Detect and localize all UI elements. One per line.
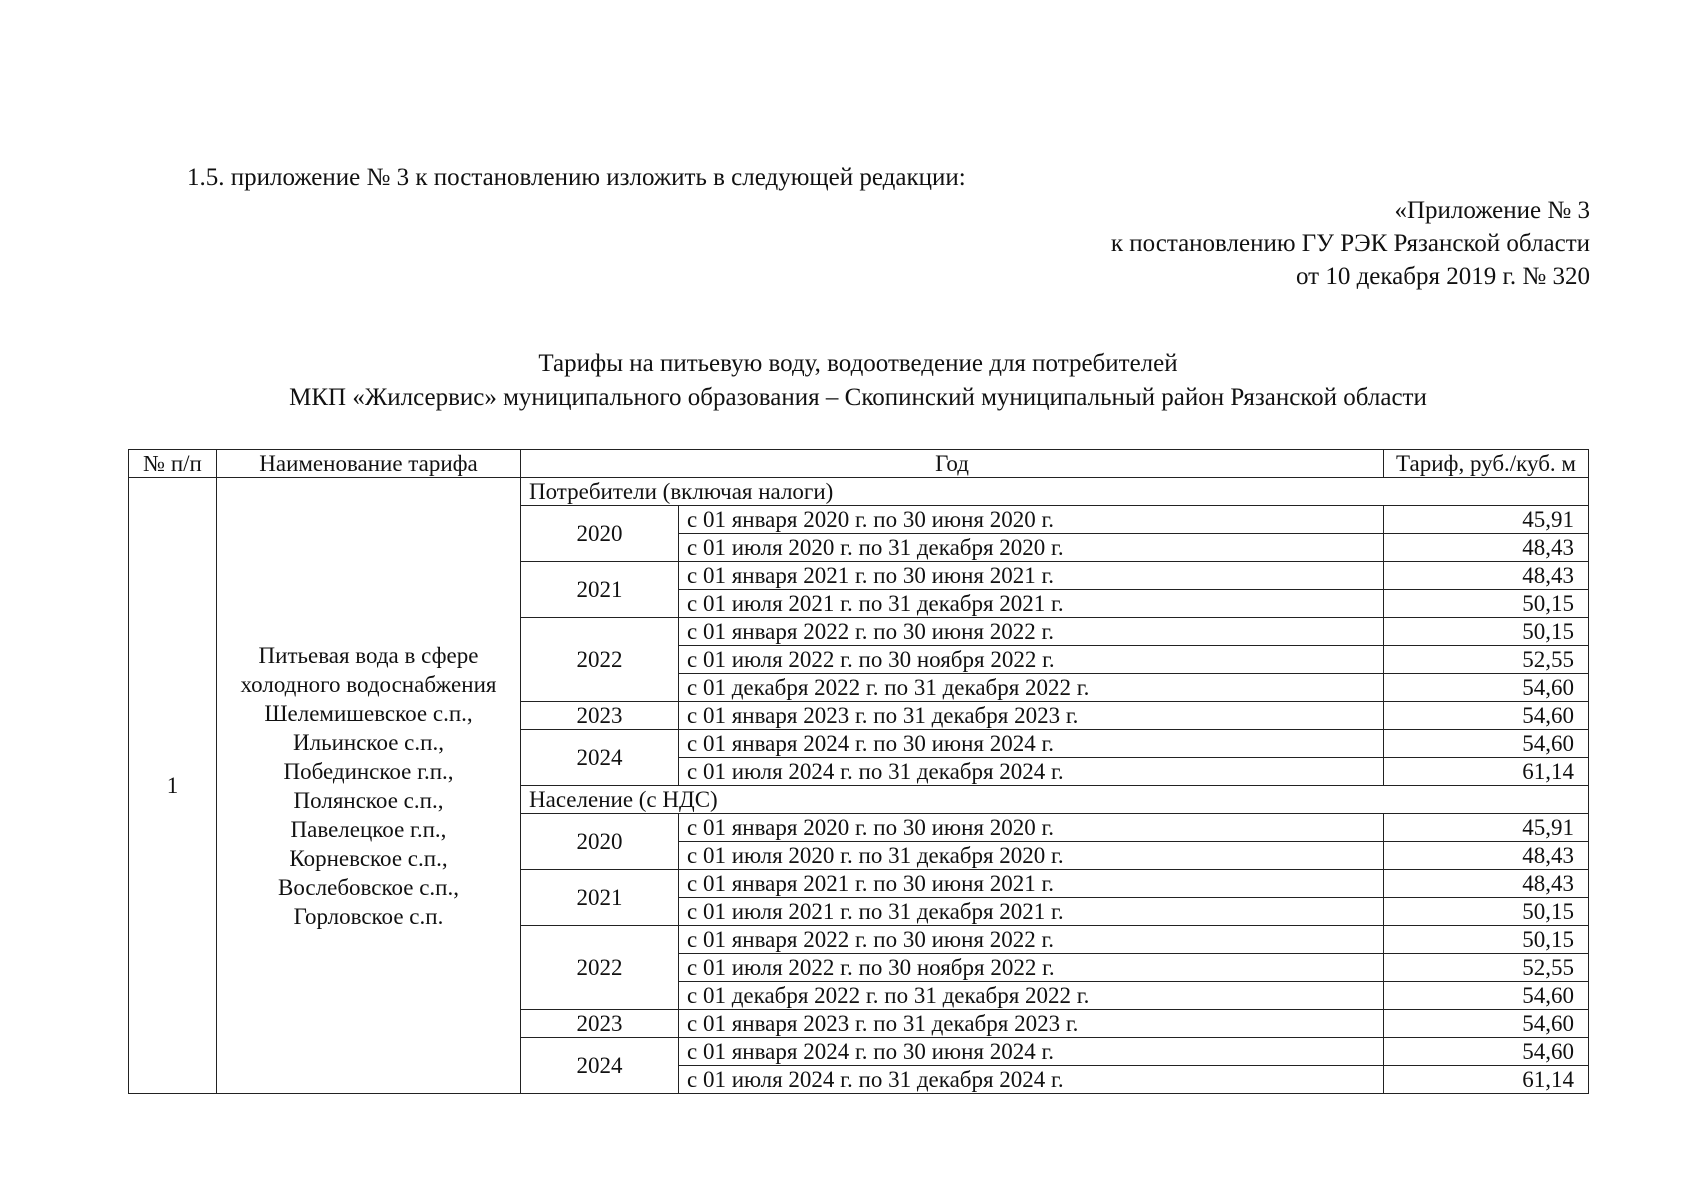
tariff-value-cell: 45,91: [1384, 506, 1589, 534]
header-tariff: Тариф, руб./куб. м: [1384, 450, 1589, 478]
period-cell: с 01 января 2020 г. по 30 июня 2020 г.: [679, 814, 1384, 842]
tariff-name-line: Ильинское с.п.,: [293, 729, 444, 755]
period-cell: с 01 января 2024 г. по 30 июня 2024 г.: [679, 730, 1384, 758]
year-cell: 2024: [521, 730, 679, 786]
tariff-value-cell: 50,15: [1384, 926, 1589, 954]
period-cell: с 01 декабря 2022 г. по 31 декабря 2022 г.: [679, 982, 1384, 1010]
group-label: Потребители (включая налоги): [521, 478, 1589, 506]
tariff-value-cell: 50,15: [1384, 590, 1589, 618]
appendix-line-1: «Приложение № 3: [1394, 197, 1590, 224]
period-cell: с 01 июля 2024 г. по 31 декабря 2024 г.: [679, 1066, 1384, 1094]
tariff-value-cell: 48,43: [1384, 562, 1589, 590]
header-name: Наименование тарифа: [217, 450, 521, 478]
period-cell: с 01 декабря 2022 г. по 31 декабря 2022 г.: [679, 674, 1384, 702]
tariff-table-body: [129, 478, 1589, 1094]
tariff-value-cell: 45,91: [1384, 814, 1589, 842]
period-cell: с 01 июля 2020 г. по 31 декабря 2020 г.: [679, 534, 1384, 562]
appendix-line-2: к постановлению ГУ РЭК Рязанской области: [1110, 230, 1590, 257]
period-cell: с 01 июля 2021 г. по 31 декабря 2021 г.: [679, 590, 1384, 618]
year-cell: 2020: [521, 506, 679, 562]
tariff-name-line: Горловское с.п.: [293, 903, 444, 929]
period-cell: с 01 января 2022 г. по 30 июня 2022 г.: [679, 618, 1384, 646]
tariff-value-cell: 54,60: [1384, 702, 1589, 730]
year-cell: 2023: [521, 702, 679, 730]
tariff-name-line: Вослебовское с.п.,: [278, 874, 459, 900]
table-header-row: [129, 450, 1589, 478]
header-num: № п/п: [129, 450, 217, 478]
tariff-name-line: Полянское с.п.,: [293, 787, 444, 813]
tariff-name-line: Корневское с.п.,: [289, 845, 448, 871]
tariff-value-cell: 50,15: [1384, 898, 1589, 926]
tariff-value-cell: 52,55: [1384, 646, 1589, 674]
tariff-name-line: холодного водоснабжения: [240, 671, 497, 697]
tariff-name-line: Шелемишевское с.п.,: [264, 700, 473, 726]
period-cell: с 01 июля 2024 г. по 31 декабря 2024 г.: [679, 758, 1384, 786]
tariff-value-cell: 54,60: [1384, 674, 1589, 702]
year-cell: 2021: [521, 870, 679, 926]
year-cell: 2022: [521, 926, 679, 1010]
group-label: Население (с НДС): [521, 786, 1589, 814]
appendix-reference: [1111, 194, 1590, 293]
title-line-1: Тарифы на питьевую воду, водоотведение для потребителей: [538, 350, 1178, 377]
year-cell: 2020: [521, 814, 679, 870]
period-cell: с 01 января 2021 г. по 30 июня 2021 г.: [679, 870, 1384, 898]
period-cell: с 01 января 2023 г. по 31 декабря 2023 г.: [679, 702, 1384, 730]
tariff-name-line: Побединское г.п.,: [283, 758, 454, 784]
tariff-name-line: Павелецкое г.п.,: [290, 816, 447, 842]
tariff-table: [128, 449, 1589, 1094]
tariff-value-cell: 54,60: [1384, 730, 1589, 758]
tariff-value-cell: 50,15: [1384, 618, 1589, 646]
year-cell: 2021: [521, 562, 679, 618]
tariff-name: [217, 478, 521, 1094]
tariff-value-cell: 48,43: [1384, 842, 1589, 870]
tariff-value-cell: 48,43: [1384, 534, 1589, 562]
tariff-value-cell: 54,60: [1384, 1010, 1589, 1038]
tariff-value-cell: 52,55: [1384, 954, 1589, 982]
appendix-line-3: от 10 декабря 2019 г. № 320: [1295, 263, 1590, 290]
period-cell: с 01 июля 2022 г. по 30 ноября 2022 г.: [679, 954, 1384, 982]
group-header-row: [129, 478, 1589, 506]
intro-paragraph: 1.5. приложение № 3 к постановлению изложить в следующей редакции:: [187, 164, 966, 191]
tariff-value-cell: 48,43: [1384, 870, 1589, 898]
period-cell: с 01 января 2021 г. по 30 июня 2021 г.: [679, 562, 1384, 590]
year-cell: 2024: [521, 1038, 679, 1094]
period-cell: с 01 июля 2022 г. по 30 ноября 2022 г.: [679, 646, 1384, 674]
year-cell: 2022: [521, 618, 679, 702]
period-cell: с 01 июля 2021 г. по 31 декабря 2021 г.: [679, 898, 1384, 926]
tariff-value-cell: 61,14: [1384, 758, 1589, 786]
header-year: Год: [521, 450, 1384, 478]
period-cell: с 01 июля 2020 г. по 31 декабря 2020 г.: [679, 842, 1384, 870]
title-line-2: МКП «Жилсервис» муниципального образования – Скопинский муниципальный район Рязанской области: [289, 384, 1427, 411]
period-cell: с 01 января 2024 г. по 30 июня 2024 г.: [679, 1038, 1384, 1066]
period-cell: с 01 января 2020 г. по 30 июня 2020 г.: [679, 506, 1384, 534]
tariff-name-line: Питьевая вода в сфере: [258, 642, 479, 668]
row-number: 1: [129, 478, 217, 1094]
tariff-value-cell: 54,60: [1384, 1038, 1589, 1066]
period-cell: с 01 января 2022 г. по 30 июня 2022 г.: [679, 926, 1384, 954]
period-cell: с 01 января 2023 г. по 31 декабря 2023 г.: [679, 1010, 1384, 1038]
tariff-value-cell: 54,60: [1384, 982, 1589, 1010]
year-cell: 2023: [521, 1010, 679, 1038]
tariff-value-cell: 61,14: [1384, 1066, 1589, 1094]
document-title: [128, 347, 1588, 415]
